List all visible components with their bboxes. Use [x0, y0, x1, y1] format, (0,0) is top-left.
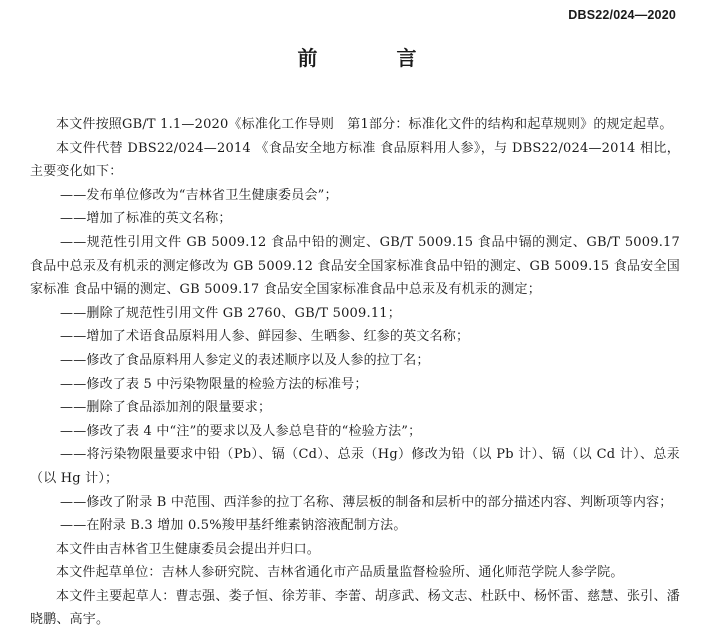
paragraph-drafters: 本文件主要起草人：曹志强、娄子恒、徐芳菲、李蕾、胡彦武、杨文志、杜跃中、杨怀雷、慈慧、张引、潘晓鹏、高宇。: [30, 588, 680, 628]
paragraph-replacement-note: 本文件代替 DBS22/024—2014 《食品安全地方标准 食品原料用人参》，与 DBS22/024—2014 相比，主要变化如下：: [30, 140, 680, 180]
change-item: ——修改了附录 B 中范围、西洋参的拉丁名称、薄层板的制备和层析中的部分描述内容、判断项等内容；: [60, 494, 673, 510]
change-item: ——删除了食品添加剂的限量要求；: [60, 400, 272, 416]
change-item: ——修改了食品原料用人参定义的表述顺序以及人参的拉丁名；: [60, 352, 430, 368]
change-item: ——在附录 B.3 增加 0.5%羧甲基纤维素钠溶液配制方法。: [60, 518, 407, 534]
foreword-body: [30, 113, 680, 632]
change-item: ——修改了表 5 中污染物限量的检验方法的标准号；: [60, 376, 368, 392]
change-item: ——将污染物限量要求中铅（Pb）、镉（Cd）、总汞（Hg）修改为铅（以 Pb 计）、镉（以 Cd 计）、总汞（以 Hg 计）；: [30, 447, 680, 486]
change-item: ——增加了标准的英文名称；: [60, 211, 232, 227]
change-item: ——发布单位修改为“吉林省卫生健康委员会”；: [60, 187, 338, 203]
page-title: 前 言: [297, 46, 453, 70]
document-code: DBS22/024—2020: [568, 8, 676, 22]
change-item: ——增加了术语食品原料用人参、鲜园参、生晒参、红参的英文名称；: [60, 329, 470, 345]
paragraph-drafting-basis: 本文件按照GB/T 1.1—2020《标准化工作导则 第1部分：标准化文件的结构和起草规则》的规定起草。: [56, 117, 673, 132]
paragraph-proposer: 本文件由吉林省卫生健康委员会提出并归口。: [56, 541, 321, 557]
change-item: ——修改了表 4 中“注”的要求以及人参总皂苷的“检验方法”；: [60, 423, 422, 439]
paragraph-drafting-units: 本文件起草单位：吉林人参研究院、吉林省通化市产品质量监督检验所、通化师范学院人参学院。: [56, 565, 624, 581]
change-item: ——删除了规范性引用文件 GB 2760、GB/T 5009.11；: [60, 305, 401, 321]
change-item: ——规范性引用文件 GB 5009.12 食品中铅的测定、GB/T 5009.15 食品中镉的测定、GB/T 5009.17 食品中总汞及有机汞的测定修改为 GB 5009.12 食品安全国家标准食品中铅的测定、GB 5009.15 食品安全国家标准 食品中镉的测定、GB 5009.17 食品安全国家标准食品中总汞及有机汞的测定；: [30, 234, 680, 298]
